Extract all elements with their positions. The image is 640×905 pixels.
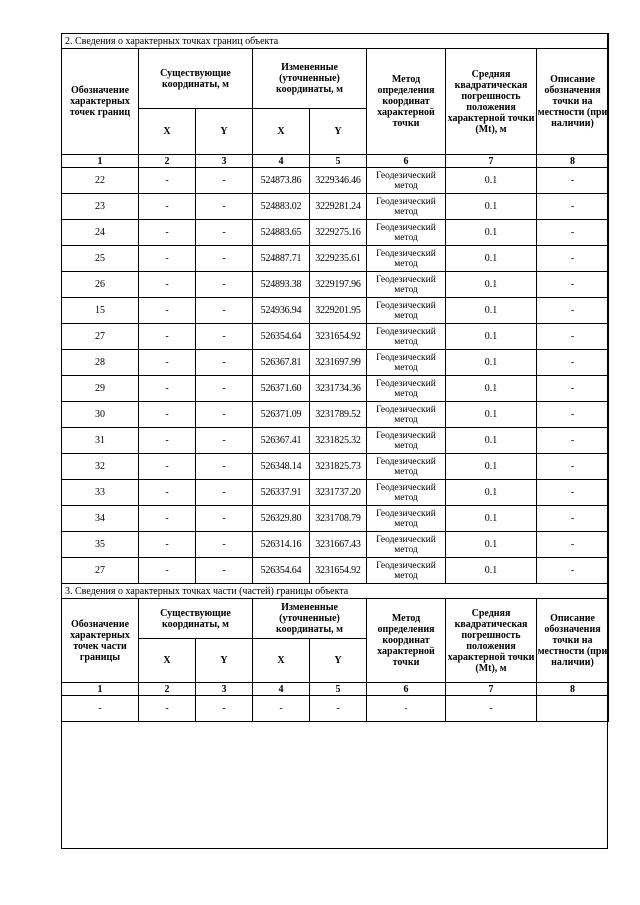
cell-accuracy: 0.1 <box>446 402 537 428</box>
cell-changed-y: 3231825.32 <box>310 428 367 454</box>
cell-method: Геодезический метод <box>367 298 446 324</box>
column-number: 4 <box>253 683 310 696</box>
cell-description: - <box>537 246 609 272</box>
section2-title: 2. Сведения о характерных точках границ объекта <box>62 34 609 49</box>
cell-changed-x: 524936.94 <box>253 298 310 324</box>
column-numbers-row <box>62 155 609 168</box>
table-row <box>62 558 609 584</box>
table-row <box>62 298 609 324</box>
cell-point-designation: 23 <box>62 194 139 220</box>
cell-existing-x: - <box>139 402 196 428</box>
cell-existing-x: - <box>139 246 196 272</box>
cell-changed-x: 526354.64 <box>253 558 310 584</box>
header-changed-x: X <box>253 109 310 155</box>
cell-changed-y: 3229275.16 <box>310 220 367 246</box>
cell-existing-x: - <box>139 220 196 246</box>
cell-existing-x: - <box>139 298 196 324</box>
cell-existing-x: - <box>139 376 196 402</box>
cell-accuracy: 0.1 <box>446 532 537 558</box>
cell-existing-y: - <box>196 454 253 480</box>
cell-changed-y: 3231697.99 <box>310 350 367 376</box>
cell-existing-y: - <box>196 428 253 454</box>
boundary-points-table <box>61 33 609 584</box>
header-changed-y: Y <box>310 639 367 683</box>
table-row <box>62 220 609 246</box>
section3-title: 3. Сведения о характерных точках части (частей) границы объекта <box>62 584 609 599</box>
cell-point-designation: 22 <box>62 168 139 194</box>
document-frame <box>61 33 608 849</box>
column-number: 3 <box>196 155 253 168</box>
cell-changed-x: - <box>253 696 310 722</box>
cell-changed-x: 524883.02 <box>253 194 310 220</box>
cell-existing-y: - <box>196 532 253 558</box>
header-designation: Обозначение характерных точек границ <box>62 49 139 155</box>
table-row <box>62 696 609 722</box>
cell-description: - <box>537 324 609 350</box>
cell-changed-x: 526371.60 <box>253 376 310 402</box>
column-number: 6 <box>367 155 446 168</box>
cell-existing-x: - <box>139 272 196 298</box>
cell-existing-y: - <box>196 272 253 298</box>
cell-description: - <box>537 376 609 402</box>
table-row <box>62 428 609 454</box>
cell-method: Геодезический метод <box>367 272 446 298</box>
header-existing: Существующие координаты, м <box>139 49 253 109</box>
column-number: 5 <box>310 155 367 168</box>
cell-method: Геодезический метод <box>367 168 446 194</box>
cell-accuracy: 0.1 <box>446 298 537 324</box>
header-existing: Существующие координаты, м <box>139 599 253 639</box>
cell-changed-y: 3231654.92 <box>310 558 367 584</box>
cell-method: Геодезический метод <box>367 480 446 506</box>
cell-description <box>537 696 609 722</box>
cell-changed-y: 3231654.92 <box>310 324 367 350</box>
cell-changed-y: 3231667.43 <box>310 532 367 558</box>
cell-accuracy: 0.1 <box>446 272 537 298</box>
header-existing-y: Y <box>196 109 253 155</box>
table-row <box>62 194 609 220</box>
cell-accuracy: 0.1 <box>446 350 537 376</box>
header-existing-x: X <box>139 109 196 155</box>
cell-point-designation: 27 <box>62 558 139 584</box>
cell-existing-x: - <box>139 506 196 532</box>
column-number: 2 <box>139 683 196 696</box>
cell-changed-x: 524887.71 <box>253 246 310 272</box>
cell-existing-x: - <box>139 168 196 194</box>
table-row <box>62 402 609 428</box>
cell-accuracy: 0.1 <box>446 454 537 480</box>
cell-changed-y: 3229281.24 <box>310 194 367 220</box>
cell-existing-x: - <box>139 428 196 454</box>
cell-method: Геодезический метод <box>367 324 446 350</box>
column-number: 2 <box>139 155 196 168</box>
cell-existing-y: - <box>196 298 253 324</box>
cell-accuracy: 0.1 <box>446 194 537 220</box>
cell-point-designation: 24 <box>62 220 139 246</box>
cell-method: Геодезический метод <box>367 532 446 558</box>
header-changed-y: Y <box>310 109 367 155</box>
header-method: Метод определения координат характерной точки <box>367 49 446 155</box>
header-accuracy: Средняя квадратическая погрешность положения характерной точки (Mt), м <box>446 49 537 155</box>
cell-changed-y: 3229235.61 <box>310 246 367 272</box>
cell-existing-y: - <box>196 220 253 246</box>
cell-description: - <box>537 298 609 324</box>
header-existing-y: Y <box>196 639 253 683</box>
header-description: Описание обозначения точки на местности (при наличии) <box>537 599 609 683</box>
column-numbers-row <box>62 683 609 696</box>
cell-existing-x: - <box>139 558 196 584</box>
cell-description: - <box>537 194 609 220</box>
cell-changed-x: 526367.81 <box>253 350 310 376</box>
cell-method: Геодезический метод <box>367 402 446 428</box>
cell-accuracy: 0.1 <box>446 558 537 584</box>
cell-existing-y: - <box>196 402 253 428</box>
cell-description: - <box>537 272 609 298</box>
cell-changed-y: 3231708.79 <box>310 506 367 532</box>
cell-description: - <box>537 480 609 506</box>
column-number: 7 <box>446 155 537 168</box>
column-number: 1 <box>62 683 139 696</box>
cell-description: - <box>537 532 609 558</box>
header-changed: Измененные (уточненные) координаты, м <box>253 599 367 639</box>
cell-existing-y: - <box>196 696 253 722</box>
section2-title-row <box>62 34 609 49</box>
column-number: 3 <box>196 683 253 696</box>
cell-method: Геодезический метод <box>367 220 446 246</box>
header-designation-part: Обозначение характерных точек части границы <box>62 599 139 683</box>
cell-changed-y: 3229201.95 <box>310 298 367 324</box>
cell-description: - <box>537 168 609 194</box>
cell-accuracy: 0.1 <box>446 168 537 194</box>
cell-existing-x: - <box>139 350 196 376</box>
section2-rows <box>62 168 609 584</box>
table-row <box>62 506 609 532</box>
header-method: Метод определения координат характерной точки <box>367 599 446 683</box>
cell-changed-x: 526348.14 <box>253 454 310 480</box>
cell-accuracy: 0.1 <box>446 506 537 532</box>
cell-existing-y: - <box>196 324 253 350</box>
cell-changed-x: 526367.41 <box>253 428 310 454</box>
cell-point-designation: 34 <box>62 506 139 532</box>
table-row <box>62 480 609 506</box>
table-row <box>62 376 609 402</box>
cell-point-designation: 27 <box>62 324 139 350</box>
cell-changed-y: - <box>310 696 367 722</box>
cell-changed-y: 3229346.46 <box>310 168 367 194</box>
cell-point-designation: 33 <box>62 480 139 506</box>
header-changed-x: X <box>253 639 310 683</box>
cell-point-designation: 28 <box>62 350 139 376</box>
cell-description: - <box>537 350 609 376</box>
cell-existing-y: - <box>196 506 253 532</box>
cell-changed-x: 524873.86 <box>253 168 310 194</box>
cell-method: Геодезический метод <box>367 350 446 376</box>
cell-point-designation: 31 <box>62 428 139 454</box>
section3-rows <box>62 696 609 722</box>
cell-existing-y: - <box>196 350 253 376</box>
cell-existing-x: - <box>139 480 196 506</box>
cell-changed-x: 524893.38 <box>253 272 310 298</box>
column-number: 5 <box>310 683 367 696</box>
cell-existing-x: - <box>139 532 196 558</box>
cell-existing-x: - <box>139 696 196 722</box>
cell-accuracy: 0.1 <box>446 480 537 506</box>
cell-changed-x: 524883.65 <box>253 220 310 246</box>
column-number: 7 <box>446 683 537 696</box>
header-row-1 <box>62 49 609 109</box>
column-number: 1 <box>62 155 139 168</box>
cell-changed-x: 526337.91 <box>253 480 310 506</box>
cell-method: Геодезический метод <box>367 558 446 584</box>
column-number: 8 <box>537 683 609 696</box>
cell-existing-x: - <box>139 454 196 480</box>
cell-accuracy: 0.1 <box>446 324 537 350</box>
cell-changed-y: 3231825.73 <box>310 454 367 480</box>
cell-method: Геодезический метод <box>367 246 446 272</box>
column-number: 4 <box>253 155 310 168</box>
table-row <box>62 324 609 350</box>
section3-title-row <box>62 584 609 599</box>
cell-existing-y: - <box>196 168 253 194</box>
cell-method: Геодезический метод <box>367 428 446 454</box>
cell-point-designation: 30 <box>62 402 139 428</box>
cell-accuracy: 0.1 <box>446 220 537 246</box>
cell-changed-x: 526314.16 <box>253 532 310 558</box>
cell-method: Геодезический метод <box>367 506 446 532</box>
column-number: 6 <box>367 683 446 696</box>
table-row <box>62 532 609 558</box>
cell-point-designation: 35 <box>62 532 139 558</box>
header-row-1 <box>62 599 609 639</box>
cell-point-designation: - <box>62 696 139 722</box>
cell-accuracy: 0.1 <box>446 376 537 402</box>
cell-changed-x: 526329.80 <box>253 506 310 532</box>
header-description: Описание обозначения точки на местности (при наличии) <box>537 49 609 155</box>
cell-changed-x: 526354.64 <box>253 324 310 350</box>
cell-point-designation: 29 <box>62 376 139 402</box>
cell-existing-x: - <box>139 194 196 220</box>
cell-method: - <box>367 696 446 722</box>
cell-existing-y: - <box>196 246 253 272</box>
cell-changed-y: 3231737.20 <box>310 480 367 506</box>
header-existing-x: X <box>139 639 196 683</box>
cell-point-designation: 15 <box>62 298 139 324</box>
header-accuracy: Средняя квадратическая погрешность положения характерной точки (Mt), м <box>446 599 537 683</box>
cell-existing-y: - <box>196 480 253 506</box>
cell-accuracy: - <box>446 696 537 722</box>
cell-changed-x: 526371.09 <box>253 402 310 428</box>
cell-existing-x: - <box>139 324 196 350</box>
cell-description: - <box>537 428 609 454</box>
cell-method: Геодезический метод <box>367 194 446 220</box>
cell-existing-y: - <box>196 376 253 402</box>
cell-changed-y: 3231734.36 <box>310 376 367 402</box>
table-row <box>62 454 609 480</box>
cell-point-designation: 25 <box>62 246 139 272</box>
table-row <box>62 272 609 298</box>
cell-changed-y: 3231789.52 <box>310 402 367 428</box>
cell-description: - <box>537 220 609 246</box>
cell-description: - <box>537 402 609 428</box>
header-changed: Измененные (уточненные) координаты, м <box>253 49 367 109</box>
part-boundary-points-table <box>61 583 609 722</box>
cell-description: - <box>537 558 609 584</box>
table-row <box>62 246 609 272</box>
cell-changed-y: 3229197.96 <box>310 272 367 298</box>
cell-existing-y: - <box>196 558 253 584</box>
cell-point-designation: 26 <box>62 272 139 298</box>
cell-accuracy: 0.1 <box>446 246 537 272</box>
column-number: 8 <box>537 155 609 168</box>
cell-existing-y: - <box>196 194 253 220</box>
cell-method: Геодезический метод <box>367 454 446 480</box>
cell-method: Геодезический метод <box>367 376 446 402</box>
table-row <box>62 168 609 194</box>
cell-description: - <box>537 454 609 480</box>
cell-point-designation: 32 <box>62 454 139 480</box>
cell-description: - <box>537 506 609 532</box>
table-row <box>62 350 609 376</box>
cell-accuracy: 0.1 <box>446 428 537 454</box>
